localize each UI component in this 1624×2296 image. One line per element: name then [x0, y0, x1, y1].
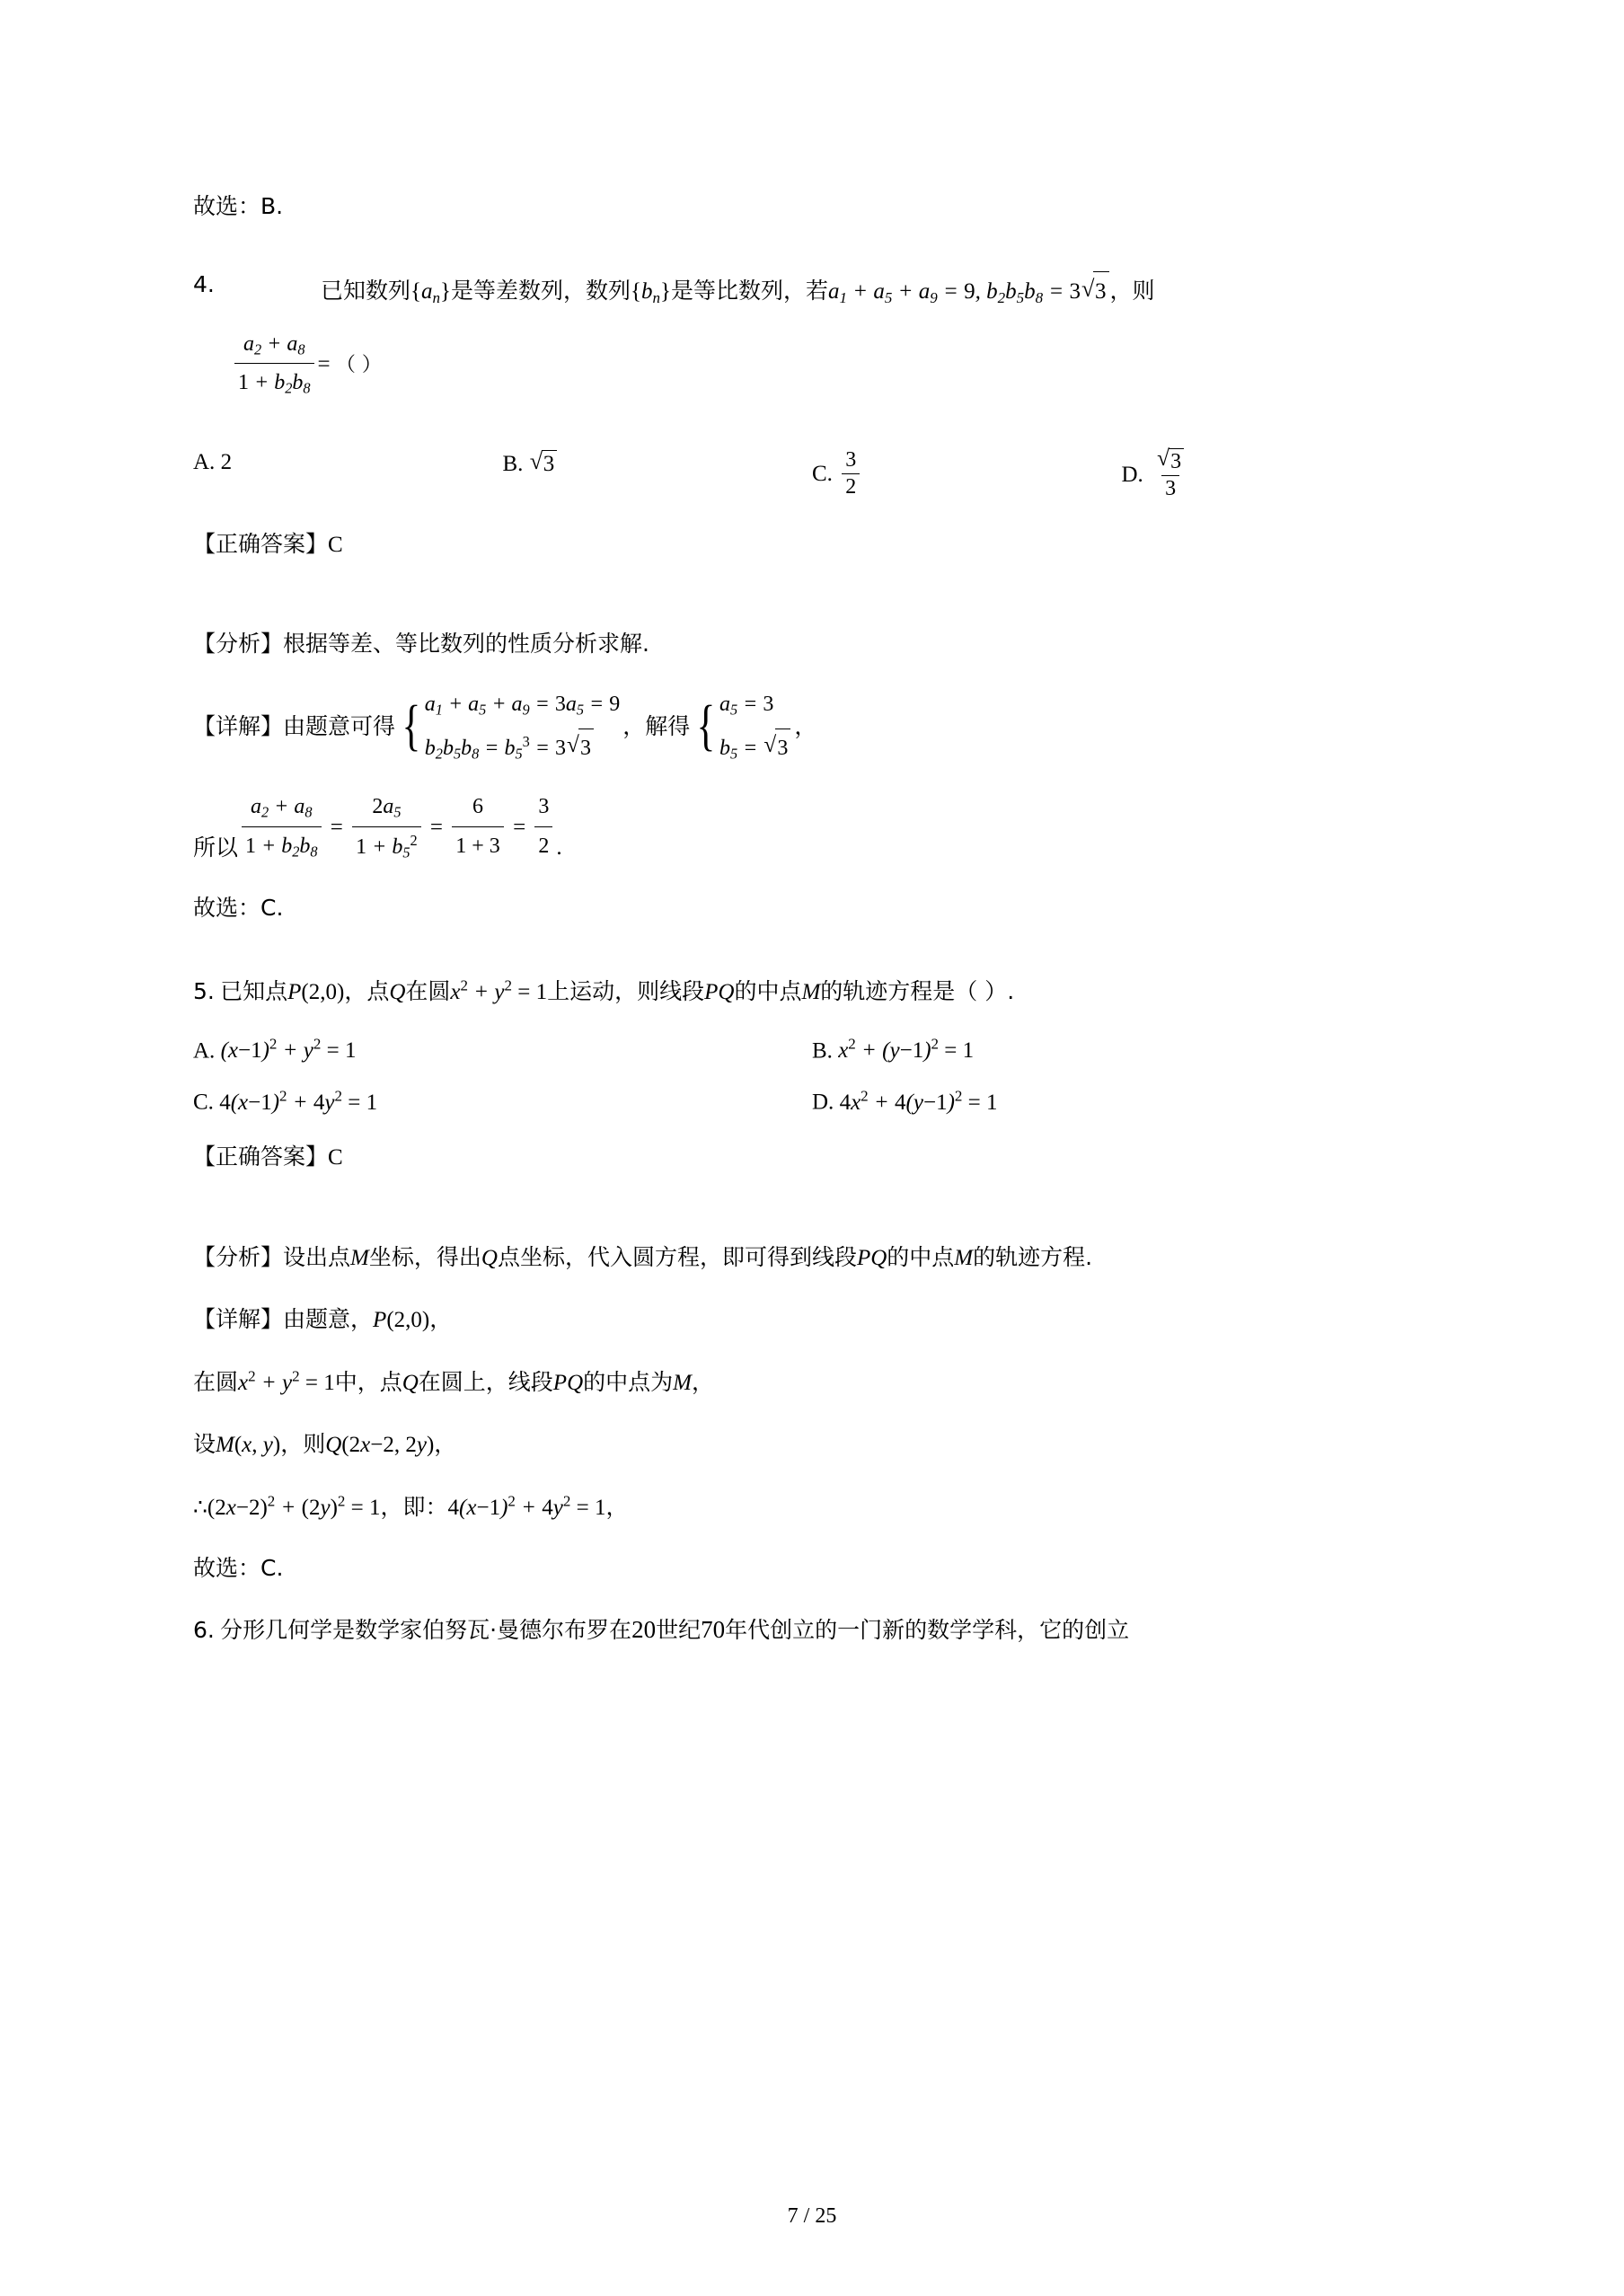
- q4-stem-part1: 已知数列: [321, 278, 411, 304]
- q5-detail-comma: ，: [429, 1306, 453, 1333]
- q5-detail-lead: 由题意，: [283, 1306, 374, 1333]
- q4-expression-equals: =: [317, 351, 331, 376]
- question-5-number: 5.: [193, 978, 215, 1005]
- q5-stem-part4: 上运动，则线段: [547, 978, 705, 1005]
- q5-detail-point: P(2,0): [373, 1308, 430, 1333]
- q5-analysis-tag: 【分析】: [193, 1243, 284, 1270]
- question-6-number: 6.: [193, 1617, 215, 1644]
- q5-stem-part5: 的中点: [734, 978, 802, 1005]
- question-4-stem: [193, 271, 1431, 312]
- q5-line4-eq2: $4(x-1)^2 + 4y^2 = 1$: [447, 1492, 606, 1520]
- q5-analysis-text4: 的中点: [887, 1243, 955, 1270]
- q4-correct-tag: 【正确答案】: [193, 531, 329, 558]
- q4-detail-comma: ，: [794, 712, 817, 739]
- q4-system-left: { $a_1 + a_5 + a_9 = 3a_5 = 9$ $b_2b_5b_8 = b_5^3 = 3$ √ 3: [398, 686, 620, 767]
- q5-line4-therefore: ∴: [193, 1495, 207, 1520]
- q5-line3-m: M(x, y): [216, 1433, 281, 1458]
- q4-option-d[interactable]: [1122, 450, 1432, 503]
- q4-expression-fraction: $\frac{a_2 + a_8}{1 + b_2b_8}$: [234, 326, 314, 402]
- q4-system-left-row1: $a_1 + a_5 + a_9 = 3a_5 = 9$: [424, 693, 621, 719]
- q5-stem-part2: ，点: [344, 978, 390, 1005]
- q5-line3-q: Q(2x−2, 2y): [325, 1433, 435, 1458]
- q4-so-line: [193, 790, 1431, 868]
- q4-so-period: .: [556, 835, 562, 860]
- q4-option-d-label: D.: [1121, 463, 1143, 488]
- q5-analysis-q: Q: [481, 1245, 498, 1270]
- q5-analysis-text1: 设出点: [283, 1243, 351, 1270]
- q5-seg-pq: PQ: [704, 980, 735, 1005]
- q4-stem-part4: ，则: [1109, 278, 1155, 304]
- previous-answer-line: 故选：B.: [193, 193, 284, 219]
- q5-option-c[interactable]: [193, 1087, 812, 1115]
- q5-analysis-pq: PQ: [856, 1245, 887, 1270]
- q5-q-letter: Q: [389, 980, 406, 1005]
- q5-option-c-value: $4(x-1)^2 + 4y^2 = 1$: [219, 1087, 378, 1115]
- q4-detail-tag: 【详解】: [193, 712, 284, 739]
- q5-correct-value: C: [328, 1144, 343, 1170]
- q4-stem-part3: 是等比数列，若: [671, 278, 829, 304]
- q6-text3: 年代创立的一门新的数学学科，它的创立: [725, 1617, 1130, 1644]
- page-footer: 7 / 25: [787, 2204, 837, 2228]
- q4-option-b-label: B.: [502, 452, 524, 477]
- q5-line4-eq: $(2x-2)^2 + (2y)^2 = 1$: [207, 1492, 381, 1520]
- q5-line3-pre: 设: [193, 1431, 216, 1458]
- q4-analysis-text: 根据等差、等比数列的性质分析求解.: [283, 631, 649, 658]
- q5-detail-tag: 【详解】: [193, 1306, 284, 1333]
- q5-option-a-label: A.: [193, 1038, 216, 1064]
- q4-detail-line: [193, 686, 1431, 767]
- q4-detail-mid: ，解得: [622, 712, 691, 739]
- q5-line2-pq: PQ: [552, 1370, 584, 1395]
- q5-line2-circle: $x^2 + y^2 = 1$: [238, 1367, 335, 1395]
- q4-analysis-tag: 【分析】: [193, 631, 284, 658]
- q4-system-left-row2: $b_2b_5b_8 = b_5^3 = 3$ √ 3: [425, 729, 620, 767]
- q5-analysis-m: M: [350, 1245, 369, 1270]
- q5-circle-eq: $x^2 + y^2 = 1$: [450, 977, 548, 1005]
- q5-detail-line3: [193, 1426, 1431, 1465]
- q5-correct-tag: 【正确答案】: [193, 1143, 329, 1170]
- q5-conclusion: 故选：C.: [193, 1555, 284, 1582]
- q4-correct-answer: [193, 526, 1431, 563]
- q4-option-b[interactable]: [503, 450, 813, 477]
- q5-analysis-text3: 点坐标，代入圆方程，即可得到线段: [497, 1243, 857, 1270]
- q4-option-b-value: √ 3: [530, 450, 558, 477]
- q4-system-right-row2: $b_5$ = √ 3: [719, 729, 791, 767]
- q4-conclusion: 故选：C.: [193, 895, 284, 922]
- q5-option-a[interactable]: [193, 1036, 812, 1064]
- q5-option-c-label: C.: [193, 1090, 214, 1115]
- q5-option-d-label: D.: [812, 1090, 834, 1115]
- q5-stem-part3: 在圆: [405, 978, 451, 1005]
- q5-analysis: [193, 1239, 1431, 1278]
- q4-option-c-value: $\frac{3}{2}$: [842, 448, 860, 499]
- q5-line2-mid: 中，点: [334, 1368, 402, 1395]
- q5-line3-mid: ，则: [280, 1431, 326, 1458]
- q6-num-70: 70: [701, 1616, 726, 1644]
- q4-detail-lead: 由题意可得: [283, 712, 396, 739]
- q4-analysis: [193, 626, 1431, 663]
- q5-stem-part6: 的轨迹方程是（ ）.: [820, 978, 1015, 1005]
- q5-option-d-value: $4x^2 + 4(y-1)^2 = 1$: [839, 1087, 998, 1115]
- q5-option-b-label: B.: [812, 1038, 833, 1064]
- q6-text2: 世纪: [656, 1617, 702, 1644]
- q4-options: [193, 450, 1431, 503]
- q4-expression-row: [193, 328, 1431, 404]
- q4-so-tag: 所以: [193, 834, 239, 861]
- q5-detail-line2: [193, 1364, 1431, 1403]
- q5-analysis-m2: M: [954, 1245, 974, 1270]
- q4-condition: $a_1 + a_5 + a_9 = 9$, $b_2b_5b_8 = 3$ √ 3: [828, 279, 1110, 304]
- q5-line2-mid3: 的中点为: [583, 1368, 674, 1395]
- q5-line4-mid: ，即：: [380, 1493, 448, 1520]
- q5-options-row2: [193, 1087, 1431, 1115]
- q6-num-20: 20: [631, 1616, 657, 1644]
- q5-stem-part1: 已知点: [220, 978, 288, 1005]
- q4-stem-part2: 是等差数列，数列: [451, 278, 631, 304]
- question-4-number: 4.: [193, 271, 215, 297]
- q5-line4-end: ，: [605, 1493, 629, 1520]
- q5-analysis-text2: 坐标，得出: [368, 1243, 481, 1270]
- q5-option-d[interactable]: [812, 1087, 1431, 1115]
- q4-so-chain: $\frac{a_2 + a_8}{1 + b_2b_8}$ = $\frac{2a_5}{1 + b_5^2}$ = $\frac{6}{1 + 3}$ = $\frac{3}{2}$: [238, 790, 556, 868]
- question-5-stem: [193, 973, 1431, 1012]
- q4-system-right: { $a_5 = 3$ $b_5$ = √ 3: [693, 686, 791, 767]
- q5-line2-pre: 在圆: [193, 1368, 239, 1395]
- q5-m-letter: M: [801, 980, 821, 1005]
- q5-line2-mid2: 在圆上，线段: [418, 1368, 553, 1395]
- q5-point-p: P(2,0): [287, 980, 345, 1005]
- q5-line2-end: ，: [691, 1368, 714, 1395]
- q5-detail-line1: [193, 1301, 1431, 1340]
- q5-detail-line4: [193, 1488, 1431, 1528]
- q5-options-row1: [193, 1036, 1431, 1064]
- q5-analysis-text5: 的轨迹方程.: [973, 1243, 1093, 1270]
- q5-line3-end: ，: [434, 1431, 457, 1458]
- q4-correct-value: C: [328, 533, 343, 558]
- q5-line2-q: Q: [402, 1370, 419, 1395]
- q5-option-a-value: $(x-1)^2 + y^2 = 1$: [220, 1035, 357, 1064]
- q5-option-b[interactable]: [812, 1036, 1431, 1064]
- q5-option-b-value: $x^2 + (y-1)^2 = 1$: [838, 1035, 975, 1064]
- q5-correct-answer: [193, 1139, 1431, 1176]
- q4-option-a-label: A.: [193, 450, 216, 475]
- q4-option-c[interactable]: [812, 450, 1122, 501]
- q4-option-a[interactable]: [193, 450, 503, 475]
- q4-seq-b: $\{b_n\}$: [631, 279, 672, 306]
- q4-option-a-value: 2: [220, 450, 233, 475]
- q4-seq-a: $\{a_n\}$: [410, 279, 452, 306]
- q4-paren: （ ）: [335, 353, 382, 376]
- q6-text1: 分形几何学是数学家伯努瓦·曼德尔布罗在: [220, 1617, 632, 1644]
- question-6-stem: [193, 1610, 1431, 1651]
- q4-option-d-value: √ $\frac{3}{3}$: [1152, 448, 1188, 501]
- q4-system-right-row1: $a_5 = 3$: [719, 693, 774, 719]
- q4-option-c-label: C.: [812, 462, 833, 487]
- q5-line2-m: M: [673, 1370, 692, 1395]
